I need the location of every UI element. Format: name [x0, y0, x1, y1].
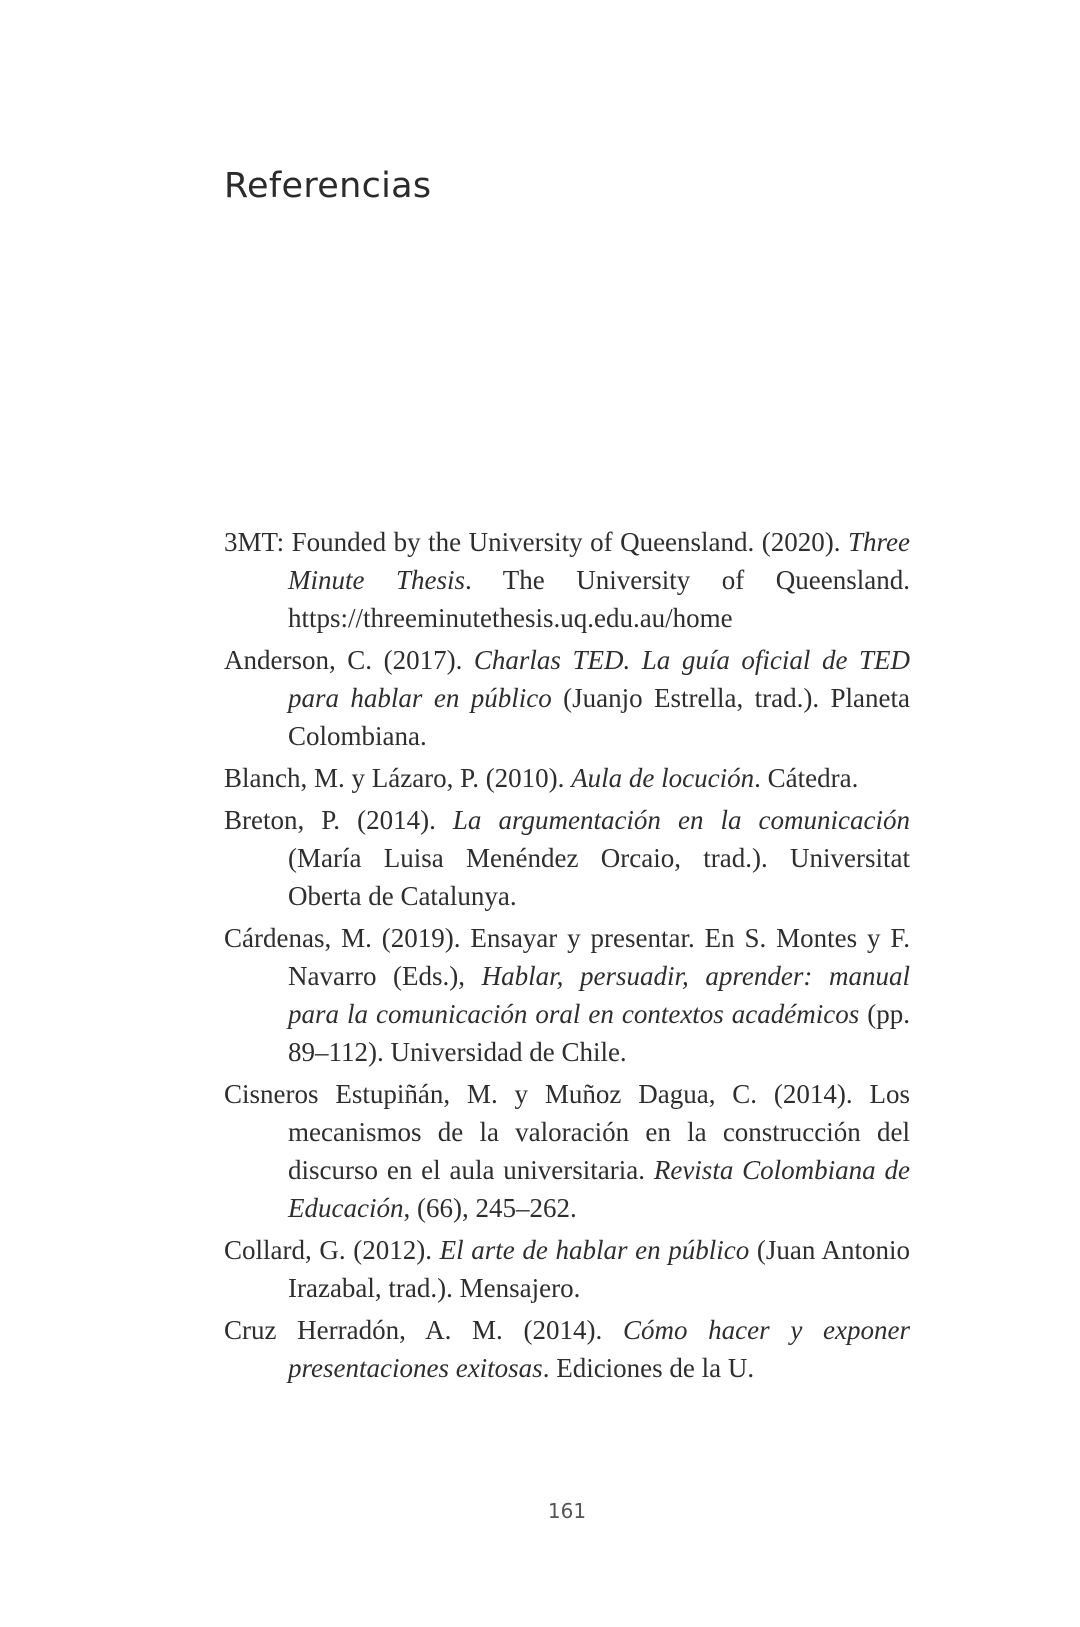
reference-text: . The University of Queensland. https://threeminutethesis.uq.edu.au/home — [288, 565, 910, 633]
reference-title: Charlas TED. La guía oficial de TED para hablar en público — [288, 645, 910, 713]
reference-text: Cruz Herradón, A. M. (2014). — [224, 1315, 623, 1345]
reference-text: . Cátedra. — [754, 763, 859, 793]
reference-title: El arte de hablar en público — [439, 1235, 750, 1265]
page-title: Referencias — [224, 166, 432, 206]
reference-entry-anderson — [224, 641, 910, 755]
reference-text: Cisneros Estupiñán, M. y Muñoz Dagua, C. (2014). Los mecanismos de la valoración en la construcción del discurso en el aula universitaria. — [224, 1079, 910, 1185]
page-number: 161 — [547, 1499, 587, 1523]
reference-text: Anderson, C. (2017). — [224, 645, 474, 675]
reference-title: Aula de locución — [571, 763, 755, 793]
reference-list — [224, 523, 910, 1391]
reference-title: Cómo hacer y exponer presentaciones exitosas — [288, 1315, 910, 1383]
reference-text: (Juan Antonio Irazabal, trad.). Mensajero. — [288, 1235, 911, 1303]
reference-entry-cisneros — [224, 1075, 910, 1227]
reference-text: Collard, G. (2012). — [224, 1235, 440, 1265]
reference-text: Breton, P. (2014). — [224, 805, 453, 835]
reference-title: Revista Colombiana de Educación — [288, 1155, 910, 1223]
reference-entry-cruz — [224, 1311, 910, 1387]
reference-text: . Ediciones de la U. — [542, 1353, 755, 1383]
reference-text: Cárdenas, M. (2019). Ensayar y presentar. En S. Montes y F. Navarro (Eds.), — [224, 923, 910, 991]
reference-text: (María Luisa Menéndez Orcaio, trad.). Universitat Oberta de Catalunya. — [288, 843, 910, 911]
reference-text: (pp. 89–112). Universidad de Chile. — [288, 999, 910, 1067]
reference-text: (Juanjo Estrella, trad.). Planeta Colombiana. — [288, 683, 910, 751]
reference-entry-cardenas — [224, 919, 910, 1071]
reference-text: Blanch, M. y Lázaro, P. (2010). — [224, 763, 572, 793]
reference-entry-collard — [224, 1231, 910, 1307]
reference-entry-blanch — [224, 759, 910, 797]
reference-title: La argumentación en la comunicación — [452, 805, 910, 835]
reference-text: 3MT: Founded by the University of Queensland. (2020). — [224, 527, 848, 557]
reference-text: , (66), 245–262. — [403, 1193, 577, 1223]
reference-title: Hablar, persuadir, aprender: manual para la comunicación oral en contextos académicos — [288, 961, 910, 1029]
reference-entry-breton — [224, 801, 910, 915]
reference-entry-3mt — [224, 523, 910, 637]
reference-title: Three Minute Thesis — [288, 527, 910, 595]
